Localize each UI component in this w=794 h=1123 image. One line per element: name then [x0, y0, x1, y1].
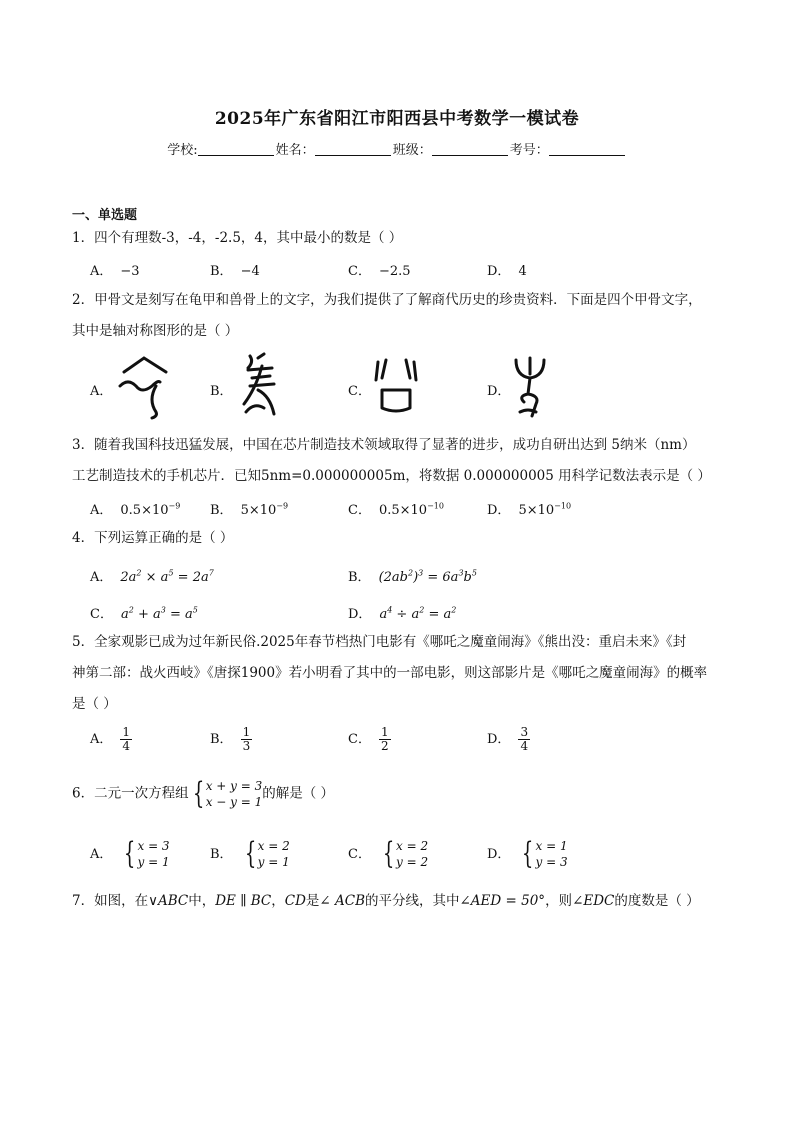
fraction [241, 726, 253, 753]
option-value: 4 [518, 264, 527, 279]
option-exponent: −10 [427, 501, 444, 511]
q7-text: 中， [188, 893, 216, 909]
option-label: B． [210, 384, 233, 399]
option-label: B． [210, 846, 233, 862]
option-exponent: −9 [168, 501, 181, 511]
q5-option-d[interactable] [487, 726, 530, 753]
class-blank[interactable] [432, 143, 508, 156]
option-formula: $a^4 \div a^2 = a^2$ [379, 605, 457, 622]
option-formula: $(2ab^2)^3 = 6a^3b^5$ [378, 568, 477, 585]
option-value: −3 [120, 264, 140, 279]
option-label: D． [487, 264, 511, 279]
fraction [120, 726, 132, 753]
option-value: 5×10 [240, 503, 277, 518]
school-blank[interactable] [198, 143, 274, 156]
q7-math: CD [284, 893, 306, 909]
q6-option-c[interactable] [348, 838, 428, 870]
option-value: −2.5 [378, 264, 411, 279]
q7-math: ∠ ACB [319, 893, 365, 909]
q7-math: ∨ABC [148, 893, 189, 909]
oracle-glyph-a-icon [116, 352, 172, 420]
q6-prefix: 6．二元一次方程组 [72, 785, 189, 802]
q7-text: ， [271, 893, 285, 909]
question-1: 1．四个有理数-3，-4，-2.5，4，其中最小的数是（ ） [72, 230, 403, 246]
question-2-line-2: 其中是轴对称图形的是（ ） [72, 323, 239, 339]
option-label: C． [348, 503, 371, 518]
class-label: 班级： [392, 143, 432, 158]
q5-option-c[interactable] [348, 726, 391, 753]
denominator: 4 [122, 739, 131, 753]
question-4: 4．下列运算正确的是（ ） [72, 530, 234, 546]
option-label: B． [348, 570, 371, 585]
option-label: C． [348, 846, 371, 862]
denominator: 4 [520, 739, 529, 753]
option-label: C． [348, 732, 371, 747]
exam-no-blank[interactable] [549, 143, 625, 156]
option-formula: $2a^2 \times a^5 = 2a^7$ [120, 568, 214, 585]
oracle-glyph-d-icon [510, 354, 550, 418]
solution-x: x = 3 [137, 839, 170, 853]
option-label: B． [210, 503, 233, 518]
option-label: B． [210, 264, 233, 279]
option-formula: $a^2 + a^3 = a^5$ [120, 605, 198, 622]
question-6 [72, 778, 334, 810]
question-7 [72, 886, 700, 916]
option-label: A． [90, 732, 113, 747]
q6-option-d[interactable] [487, 838, 568, 870]
denominator: 2 [380, 739, 389, 753]
solution-y: y = 2 [396, 855, 429, 869]
q7-text: 的平分线，其中 [365, 893, 460, 909]
q3-option-c[interactable] [348, 499, 444, 518]
solution-y: y = 1 [257, 855, 290, 869]
q7-text: 是 [305, 893, 320, 909]
option-label: D． [348, 607, 372, 622]
question-3-line-1: 3．随着我国科技迅猛发展，中国在芯片制造技术领域取得了显著的进步，成功自研出达到 5纳米（nm） [72, 437, 696, 453]
option-value: 0.5×10 [120, 503, 169, 518]
denominator: 3 [242, 739, 251, 753]
q1-option-a[interactable] [90, 260, 140, 279]
option-exponent: −9 [276, 501, 289, 511]
numerator: 1 [380, 725, 389, 739]
solution-system: { x = 1 y = 3 [522, 836, 568, 871]
numerator: 1 [242, 725, 251, 739]
q1-option-c[interactable] [348, 260, 411, 279]
section-heading: 一、单选题 [72, 208, 138, 223]
solution-system: { x = 3 y = 1 [124, 836, 170, 871]
fraction [379, 726, 391, 753]
option-exponent: −10 [554, 501, 572, 511]
option-label: A． [90, 570, 113, 585]
option-label: C． [348, 264, 371, 279]
name-label: 姓名： [275, 143, 315, 158]
q3-option-d[interactable] [487, 499, 571, 518]
q4-option-c[interactable] [90, 603, 198, 622]
q4-option-d[interactable] [348, 603, 456, 622]
name-blank[interactable] [315, 143, 391, 156]
q4-option-b[interactable] [348, 566, 477, 585]
q6-option-a[interactable] [90, 838, 170, 870]
oracle-glyph-b-icon [234, 352, 284, 418]
exam-no-label: 考号： [509, 143, 549, 158]
option-label: C． [90, 607, 113, 622]
q7-text: 的度数是（ ） [614, 893, 700, 909]
q3-option-b[interactable] [210, 499, 288, 518]
solution-y: y = 3 [535, 855, 568, 869]
solution-x: x = 2 [257, 839, 290, 853]
solution-x: x = 1 [535, 839, 568, 853]
option-label: D． [487, 503, 511, 518]
school-label: 学校: [167, 143, 198, 158]
option-label: D． [487, 846, 511, 862]
q3-option-a[interactable] [90, 499, 180, 518]
q6-suffix: 的解是（ ） [262, 785, 335, 802]
option-value: 0.5×10 [378, 503, 428, 518]
q7-math: ∠AED = 50° [459, 893, 546, 909]
q5-option-a[interactable] [90, 726, 132, 753]
option-label: C． [348, 384, 371, 399]
page-title: 2025年广东省阳江市阳西县中考数学一模试卷 [214, 109, 580, 129]
fraction [518, 726, 530, 753]
question-3-line-2: 工艺制造技术的手机芯片．已知5nm=0.000000005m，将数据 0.000000005 用科学记数法表示是（ ） [72, 468, 711, 484]
solution-system: { x = 2 y = 2 [382, 836, 429, 871]
equation-1: x + y = 3 [205, 779, 263, 793]
equation-system: { x + y = 3 x − y = 1 [192, 776, 263, 811]
equation-2: x − y = 1 [205, 795, 263, 809]
student-info-line [0, 139, 794, 158]
numerator: 3 [520, 725, 529, 739]
numerator: 1 [122, 725, 131, 739]
question-2-line-1: 2．甲骨文是刻写在龟甲和兽骨上的文字，为我们提供了了解商代历史的珍贵资料．下面是四个甲骨文字， [72, 292, 702, 308]
option-label: D． [487, 732, 511, 747]
q7-text: 7．如图，在 [72, 893, 149, 909]
option-value: −4 [240, 264, 260, 279]
option-label: B． [210, 732, 233, 747]
solution-y: y = 1 [137, 855, 170, 869]
option-label: A． [90, 384, 113, 399]
q7-math: ∠EDC [572, 893, 615, 909]
q1-option-d[interactable] [487, 260, 527, 279]
option-label: A． [90, 264, 113, 279]
option-label: D． [487, 384, 511, 399]
q7-text: ，则 [545, 893, 573, 909]
q4-option-a[interactable] [90, 566, 214, 585]
q1-option-b[interactable] [210, 260, 260, 279]
question-5-line-2: 神第二部：战火西岐》《唐探1900》若小明看了其中的一部电影，则这部影片是《哪吒之魔童闹海》的概率 [72, 665, 708, 681]
q6-option-b[interactable] [210, 838, 290, 870]
oracle-glyph-c-icon [372, 356, 420, 416]
option-label: A． [90, 503, 113, 518]
q5-option-b[interactable] [210, 726, 252, 753]
question-5-line-1: 5．全家观影已成为过年新民俗.2025年春节档热门电影有《哪吒之魔童闹海》《熊出没：重启未来》《封 [72, 634, 687, 650]
solution-x: x = 2 [396, 839, 429, 853]
q7-math: DE ∥ BC [215, 893, 272, 909]
solution-system: { x = 2 y = 1 [244, 836, 290, 871]
option-value: 5×10 [518, 503, 555, 518]
question-5-line-3: 是（ ） [72, 696, 117, 712]
option-label: A． [90, 846, 113, 862]
